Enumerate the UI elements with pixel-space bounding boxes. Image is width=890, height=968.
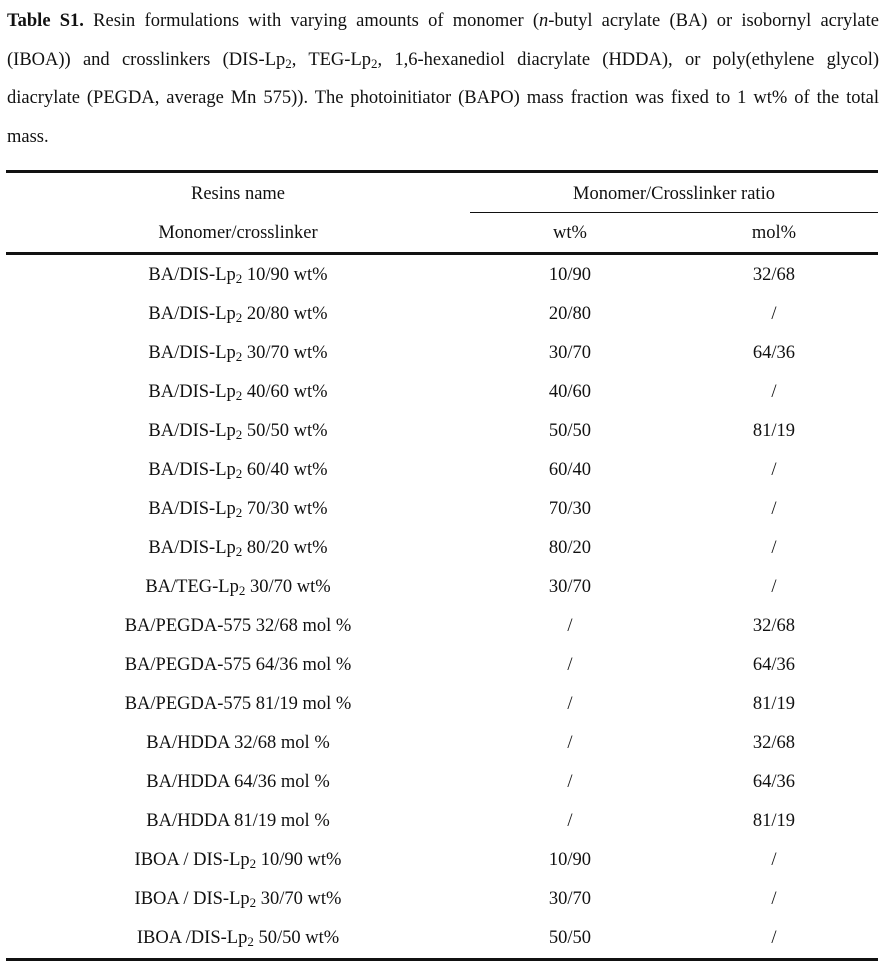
wt-ratio-cell: 40/60 <box>548 382 592 402</box>
caption-label: Table S1. <box>7 11 84 31</box>
header-mol: mol% <box>751 223 797 243</box>
wt-ratio-cell: / <box>567 811 573 831</box>
mol-ratio-cell: / <box>771 460 777 480</box>
header-group-rule <box>470 212 878 213</box>
wt-ratio-cell: / <box>567 694 573 714</box>
resin-name-cell: $BA/TEG-Lp_2$ 30/70 wt% <box>145 577 331 598</box>
wt-ratio-cell: / <box>567 655 573 675</box>
top-rule <box>6 170 878 173</box>
mol-ratio-cell: / <box>771 304 777 324</box>
resin-name-cell: BA/PEGDA-575 81/19 mol % <box>124 694 352 714</box>
header-rule <box>6 252 878 255</box>
mol-ratio-cell: 81/19 <box>752 811 796 831</box>
mol-ratio-cell: / <box>771 928 777 948</box>
table-caption: Table S1. Resin formulations with varying amounts of monomer (n-butyl acrylate (BA) or isobornyl acrylate (IBOA)) and crosslinkers ($DIS-Lp_2$, TEG-$Lp_2$, 1,6-hexanediol diacrylate (HDDA), or poly(ethylene glycol) diacrylate (PEGDA, average Mn 575)). The photoinitiator (BAPO) mass fraction was fixed to 1 wt% of the total mass. <box>7 11 879 147</box>
resin-name-cell: BA/HDDA 64/36 mol % <box>146 772 330 792</box>
resin-name-cell: $BA/DIS-Lp_2$ 20/80 wt% <box>148 304 328 325</box>
wt-ratio-cell: / <box>567 616 573 636</box>
wt-ratio-cell: 80/20 <box>548 538 592 558</box>
wt-ratio-cell: 10/90 <box>548 850 592 870</box>
resin-name-cell: BA/PEGDA-575 32/68 mol % <box>124 616 352 636</box>
resin-name-cell: $BA/DIS-Lp_2$ 30/70 wt% <box>148 343 328 364</box>
mol-ratio-cell: / <box>771 577 777 597</box>
resin-name-cell: IBOA $/DIS-Lp_2$ 50/50 wt% <box>136 928 340 949</box>
resin-name-cell: $BA/DIS-Lp_2$ 70/30 wt% <box>148 499 328 520</box>
mol-ratio-cell: 81/19 <box>752 421 796 441</box>
wt-ratio-cell: 20/80 <box>548 304 592 324</box>
resin-name-cell: $BA/DIS-Lp_2$ 60/40 wt% <box>148 460 328 481</box>
mol-ratio-cell: / <box>771 382 777 402</box>
mol-ratio-cell: 64/36 <box>752 772 796 792</box>
header-wt: wt% <box>553 223 587 243</box>
resin-name-cell: IBOA / DIS-$Lp_2$ 30/70 wt% <box>134 889 342 910</box>
wt-ratio-cell: 30/70 <box>548 343 592 363</box>
mol-ratio-cell: / <box>771 889 777 909</box>
wt-ratio-cell: / <box>567 772 573 792</box>
wt-ratio-cell: 60/40 <box>548 460 592 480</box>
header-ratio-group: Monomer/Crosslinker ratio <box>573 184 775 204</box>
header-resins-name: Resins name <box>190 184 286 204</box>
resin-name-cell: $BA/DIS-Lp_2$ 10/90 wt% <box>148 265 328 286</box>
mol-ratio-cell: 32/68 <box>752 265 796 285</box>
mol-ratio-cell: / <box>771 538 777 558</box>
mol-ratio-cell: / <box>771 499 777 519</box>
resin-name-cell: BA/HDDA 81/19 mol % <box>146 811 330 831</box>
resin-name-cell: $BA/DIS-Lp_2$ 50/50 wt% <box>148 421 328 442</box>
mol-ratio-cell: 32/68 <box>752 616 796 636</box>
wt-ratio-cell: / <box>567 733 573 753</box>
bottom-rule <box>6 958 878 961</box>
mol-ratio-cell: / <box>771 850 777 870</box>
wt-ratio-cell: 50/50 <box>548 928 592 948</box>
mol-ratio-cell: 64/36 <box>752 655 796 675</box>
resin-name-cell: BA/HDDA 32/68 mol % <box>146 733 330 753</box>
resin-name-cell: BA/PEGDA-575 64/36 mol % <box>124 655 352 675</box>
mol-ratio-cell: 32/68 <box>752 733 796 753</box>
wt-ratio-cell: 50/50 <box>548 421 592 441</box>
mol-ratio-cell: 81/19 <box>752 694 796 714</box>
wt-ratio-cell: 70/30 <box>548 499 592 519</box>
wt-ratio-cell: 10/90 <box>548 265 592 285</box>
resin-name-cell: $BA/DIS-Lp_2$ 40/60 wt% <box>148 382 328 403</box>
resin-name-cell: $BA/DIS-Lp_2$ 80/20 wt% <box>148 538 328 559</box>
mol-ratio-cell: 64/36 <box>752 343 796 363</box>
resin-name-cell: IBOA / DIS-$Lp_2$ 10/90 wt% <box>134 850 342 871</box>
header-monomer-crosslinker: Monomer/crosslinker <box>158 223 318 243</box>
wt-ratio-cell: 30/70 <box>548 889 592 909</box>
wt-ratio-cell: 30/70 <box>548 577 592 597</box>
